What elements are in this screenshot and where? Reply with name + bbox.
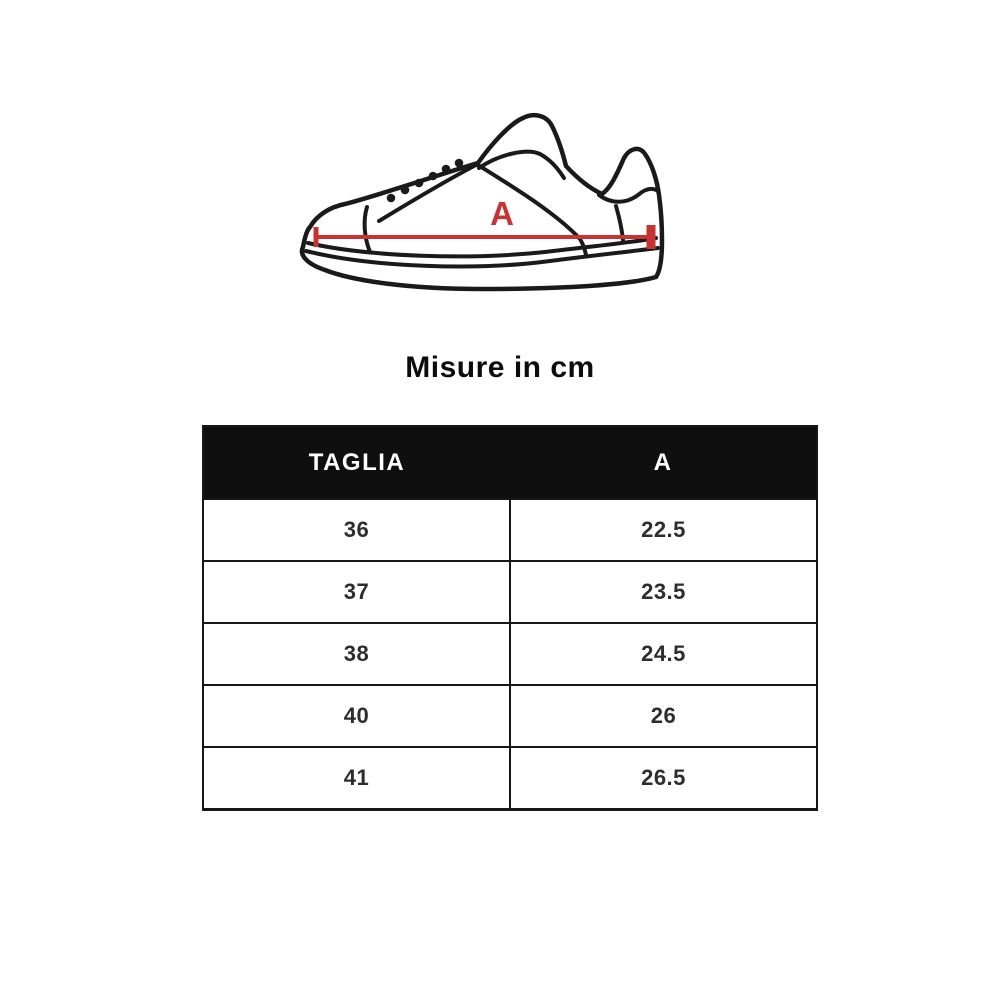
cell-taglia: 38 [343,641,370,666]
table-row [204,684,816,746]
cell-taglia: 41 [343,765,370,790]
size-table [202,425,818,811]
header-cell-a: A [653,448,673,476]
cell-a: 26.5 [509,748,816,808]
table-row [204,560,816,622]
cell-taglia: 40 [343,703,370,728]
table-row [204,622,816,684]
sneaker-outline [302,115,662,289]
cell-a: 22.5 [509,500,816,560]
cell-a: 23.5 [509,562,816,622]
measurements-title: Misure in cm [405,351,595,384]
table-row [204,498,816,560]
header-cell-taglia: TAGLIA [308,448,406,476]
table-row [204,746,816,808]
cell-taglia: 36 [343,517,370,542]
size-table-header [204,427,816,498]
sneaker-diagram [295,108,675,303]
cell-a: 24.5 [509,624,816,684]
cell-taglia: 37 [343,579,370,604]
sneaker-illustration [295,108,675,303]
measurement-label-a: A [490,195,514,232]
cell-a: 26 [509,686,816,746]
